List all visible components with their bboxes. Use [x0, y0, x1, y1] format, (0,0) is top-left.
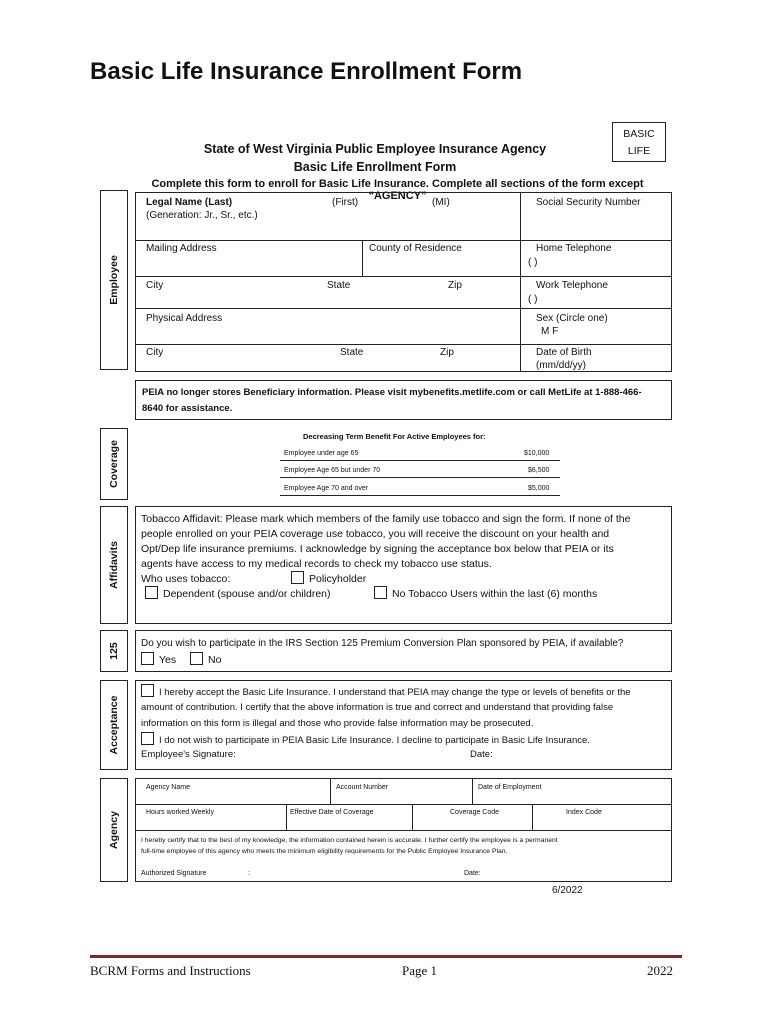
basic-life-badge	[612, 122, 666, 162]
divider	[135, 804, 672, 805]
coverage-title: Decreasing Term Benefit For Active Employees for:	[303, 432, 486, 441]
divider	[520, 192, 521, 372]
divider	[135, 344, 672, 345]
beneficiary-notice-line-1: PEIA no longer stores Beneficiary information. Please visit mybenefits.metlife.com or call MetLife at 1-888-466-	[142, 387, 642, 398]
beneficiary-notice-line-2: 8640 for assistance.	[142, 403, 233, 414]
policyholder-option[interactable]	[291, 571, 366, 587]
coverage-row-label: Employee under age 65	[284, 450, 359, 457]
date-of-employment-label: Date of Employment	[478, 784, 542, 791]
badge-line-1: BASIC	[623, 128, 655, 140]
certification-line-1: I hereby certify that to the best of my knowledge, the information contained herein is accurate. I further certify the employee is a permanent	[141, 837, 558, 844]
form-header	[135, 140, 615, 176]
divider	[135, 276, 672, 277]
section-125-yes-option[interactable]	[141, 652, 176, 668]
authorized-signature-colon: :	[248, 870, 250, 877]
agency-name-label: Agency Name	[146, 784, 190, 791]
no-tobacco-label: No Tobacco Users within the last (6) months	[392, 588, 598, 600]
section-label-acceptance: Acceptance	[108, 695, 120, 755]
divider	[135, 830, 672, 831]
divider	[532, 804, 533, 830]
county-label: County of Residence	[369, 243, 462, 254]
section-tab-125	[100, 630, 128, 672]
form-instructions: Complete this form to enroll for Basic Life Insurance. Complete all sections of the form except “AGENCY”	[151, 178, 644, 202]
affidavit-line-1: Tobacco Affidavit: Please mark which members of the family use tobacco and sign the form. If none of the	[141, 513, 631, 525]
section-label-employee: Employee	[108, 255, 120, 305]
no-tobacco-option[interactable]	[374, 586, 597, 602]
footer-page-number: Page 1	[402, 963, 438, 978]
divider	[135, 240, 672, 241]
section-label-125: 125	[108, 642, 120, 660]
page-title: Basic Life Insurance Enrollment Form	[90, 58, 523, 85]
state-label: State	[340, 347, 364, 358]
form-name: Basic Life Enrollment Form	[293, 160, 457, 174]
decline-checkbox[interactable]	[141, 732, 154, 745]
no-checkbox[interactable]	[190, 652, 203, 665]
work-phone-parens: ( )	[528, 294, 538, 305]
footer-rule	[90, 955, 682, 958]
yes-checkbox[interactable]	[141, 652, 154, 665]
coverage-row-amount: $6,500	[528, 467, 550, 474]
account-number-label: Account Number	[336, 784, 389, 791]
hours-weekly-label: Hours worked Weekly	[146, 809, 214, 816]
index-code-label: Index Code	[566, 809, 602, 816]
section-125-no-option[interactable]	[190, 652, 221, 668]
generation-label: (Generation: Jr., Sr., etc.)	[146, 210, 258, 221]
sex-label: Sex (Circle one)	[536, 313, 608, 324]
accept-line-1: I hereby accept the Basic Life Insurance. I understand that PEIA may change the type or levels of benefits or the	[159, 687, 631, 698]
section-tab-agency	[100, 778, 128, 882]
yes-label: Yes	[159, 654, 177, 666]
zip-label: Zip	[448, 280, 462, 291]
accept-line-3: information on this form is illegal and those who provide false information may be prosecuted.	[141, 718, 534, 729]
divider	[135, 308, 672, 309]
agency-date-label: Date:	[464, 870, 481, 877]
footer-left: BCRM Forms and Instructions	[90, 963, 251, 978]
middle-initial-label: (MI)	[432, 197, 450, 208]
policyholder-checkbox[interactable]	[291, 571, 304, 584]
divider	[412, 804, 413, 830]
no-tobacco-checkbox[interactable]	[374, 586, 387, 599]
section-label-coverage: Coverage	[108, 440, 120, 488]
form-revision-date: 6/2022	[552, 885, 583, 896]
divider	[362, 240, 363, 276]
accept-checkbox[interactable]	[141, 684, 154, 697]
effective-date-label: Effective Date of Coverage	[290, 809, 374, 816]
section-label-agency: Agency	[108, 811, 120, 849]
zip-label: Zip	[440, 347, 454, 358]
section-tab-acceptance	[100, 680, 128, 770]
home-phone-label: Home Telephone	[536, 243, 612, 254]
dependent-option[interactable]	[145, 586, 331, 602]
employee-signature-label: Employee's Signature:	[141, 749, 236, 760]
section-tab-employee	[100, 190, 128, 370]
agency-name: State of West Virginia Public Employee Insurance Agency	[203, 142, 547, 156]
mailing-address-label: Mailing Address	[146, 243, 217, 254]
affidavit-line-2: people enrolled on your PEIA coverage use tobacco, you will receive the discount on your health and	[141, 528, 610, 540]
state-label: State	[327, 280, 351, 291]
decline-label: I do not wish to participate in PEIA Basic Life Insurance. I decline to participate in Basic Life Insurance.	[159, 735, 590, 746]
coverage-row-label: Employee Age 70 and over	[284, 485, 369, 492]
sex-options[interactable]: M F	[541, 326, 559, 337]
authorized-signature-label: Authorized Signature	[141, 870, 207, 877]
accept-option[interactable]	[141, 684, 631, 701]
policyholder-label: Policyholder	[309, 573, 367, 585]
coverage-row-label: Employee Age 65 but under 70	[284, 467, 381, 474]
divider	[280, 460, 560, 461]
dob-label: Date of Birth	[536, 347, 592, 358]
divider	[472, 778, 473, 804]
legal-name-label: Legal Name (Last)	[146, 197, 233, 208]
city-label: City	[146, 347, 164, 358]
coverage-row-amount: $10,000	[524, 450, 550, 457]
section-tab-coverage	[100, 428, 128, 500]
city-label: City	[146, 280, 164, 291]
signature-date-label: Date:	[470, 749, 493, 760]
home-phone-parens: ( )	[528, 257, 538, 268]
who-uses-tobacco-label: Who uses tobacco:	[141, 573, 231, 585]
beneficiary-notice	[135, 380, 672, 420]
footer-year: 2022	[647, 963, 673, 978]
divider	[280, 495, 560, 496]
no-label: No	[208, 654, 222, 666]
coverage-row-amount: $5,000	[528, 485, 550, 492]
work-phone-label: Work Telephone	[536, 280, 608, 291]
dob-format: (mm/dd/yy)	[536, 360, 586, 371]
dependent-checkbox[interactable]	[145, 586, 158, 599]
section-tab-affidavits	[100, 506, 128, 624]
certification-line-2: full-time employee of this agency who meets the minimum eligibility requirements for the Public Employee Insurance Plan.	[141, 848, 508, 855]
coverage-code-label: Coverage Code	[450, 809, 500, 816]
badge-line-2: LIFE	[627, 145, 651, 157]
affidavit-line-4: agents have access to my medical records to check my tobacco use status.	[141, 558, 492, 570]
divider	[330, 778, 331, 804]
section-125-question: Do you wish to participate in the IRS Section 125 Premium Conversion Plan sponsored by PEIA, if available?	[141, 638, 624, 649]
accept-line-2: amount of contribution. I certify that the above information is true and correct and understand that providing false	[141, 702, 614, 713]
divider	[280, 477, 560, 478]
dependent-label: Dependent (spouse and/or children)	[163, 588, 331, 600]
physical-address-label: Physical Address	[146, 313, 223, 324]
affidavit-line-3: Opt/Dep life insurance premiums. I acknowledge by signing the acceptance box below that PEIA or its	[141, 543, 614, 555]
divider	[286, 804, 287, 830]
first-name-label: (First)	[332, 197, 359, 208]
ssn-label: Social Security Number	[536, 197, 641, 208]
section-label-affidavits: Affidavits	[108, 541, 120, 589]
